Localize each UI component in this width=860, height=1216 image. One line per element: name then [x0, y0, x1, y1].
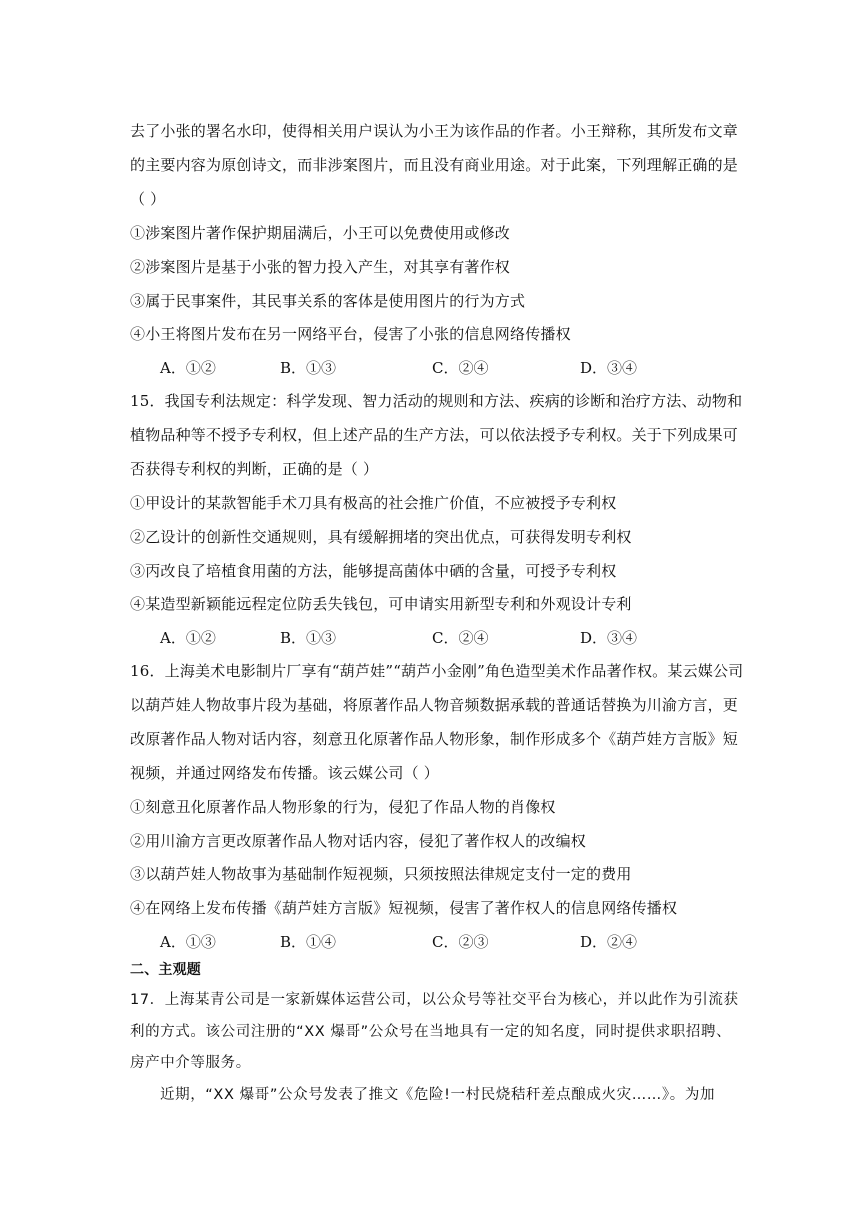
q14-option-c: C．②④	[432, 359, 489, 377]
q15-statement-3: ③丙改良了培植食用菌的方法，能够提高菌体中硒的含量，可授予专利权	[130, 562, 617, 580]
section-heading-subjective: 二、主观题	[130, 962, 201, 978]
q15-stem-line-1: 15．我国专利法规定：科学发现、智力活动的规则和方法、疾病的诊断和治疗方法、动物和	[130, 392, 743, 410]
q14-statement-4: ④小王将图片发布在另一网络平台，侵害了小张的信息网络传播权	[130, 325, 571, 343]
q16-stem-line-3: 改原著作品人物对话内容，刻意丑化原著作品人物形象，制作形成多个《葫芦娃方言版》短	[130, 730, 739, 748]
q17-line-1: 17．上海某青公司是一家新媒体运营公司，以公众号等社交平台为核心，并以此作为引流获	[130, 992, 739, 1008]
q15-option-c: C．②④	[432, 629, 489, 647]
q15-statement-4: ④某造型新颖能远程定位防丢失钱包，可申请实用新型专利和外观设计专利	[130, 595, 632, 613]
q17-line-3: 房产中介等服务。	[130, 1055, 251, 1071]
q16-option-a: A．①③	[160, 933, 216, 951]
q14-stem-line-3: （ ）	[130, 190, 166, 208]
q14-options	[160, 358, 720, 378]
q16-stem-line-1: 16．上海美术电影制片厂享有“葫芦娃”“葫芦小金刚”角色造型美术作品著作权。某云媒公司	[130, 662, 744, 680]
q16-statement-4: ④在网络上发布传播《葫芦娃方言版》短视频，侵害了著作权人的信息网络传播权	[130, 899, 678, 917]
q16-option-c: C．②③	[432, 933, 489, 951]
q16-stem-line-4: 视频，并通过网络发布传播。该云媒公司（ ）	[130, 764, 439, 782]
q15-option-a: A．①②	[160, 629, 216, 647]
q16-options	[160, 932, 720, 952]
q15-stem-line-2: 植物品种等不授予专利权，但上述产品的生产方法，可以依法授予专利权。关于下列成果可	[130, 426, 739, 444]
q16-option-b: B．①④	[280, 933, 337, 951]
q14-option-b: B．①③	[280, 359, 337, 377]
q15-options	[160, 628, 720, 648]
q15-stem-line-3: 否获得专利权的判断，正确的是（ ）	[130, 460, 379, 478]
q15-option-b: B．①③	[280, 629, 337, 647]
q16-statement-3: ③以葫芦娃人物故事为基础制作短视频，只须按照法律规定支付一定的费用	[130, 865, 632, 883]
q16-statement-1: ①刻意丑化原著作品人物形象的行为，侵犯了作品人物的肖像权	[130, 798, 556, 816]
q14-option-a: A．①②	[160, 359, 216, 377]
q14-statement-3: ③属于民事案件，其民事关系的客体是使用图片的行为方式	[130, 292, 526, 310]
q17-line-2: 利的方式。该公司注册的“XX 爆哥”公众号在当地具有一定的知名度，同时提供求职招聘、	[130, 1024, 732, 1040]
q16-stem-line-2: 以葫芦娃人物故事片段为基础，将原著作品人物音频数据承载的普通话替换为川渝方言，更	[130, 696, 739, 714]
q14-statement-2: ②涉案图片是基于小张的智力投入产生，对其享有著作权	[130, 258, 511, 276]
q15-statement-1: ①甲设计的某款智能手术刀具有极高的社会推广价值，不应被授予专利权	[130, 494, 617, 512]
q15-statement-2: ②乙设计的创新性交通规则，具有缓解拥堵的突出优点，可获得发明专利权	[130, 528, 632, 546]
q15-option-d: D．③④	[580, 629, 638, 647]
q16-option-d: D．②④	[580, 933, 638, 951]
q17-paragraph-2-line-1: 近期，“XX 爆哥”公众号发表了推文《危险!一村民烧秸秆差点酿成火灾……》。为加	[160, 1087, 716, 1103]
q14-stem-line-2: 的主要内容为原创诗文，而非涉案图片，而且没有商业用途。对于此案，下列理解正确的是	[130, 156, 739, 174]
q14-statement-1: ①涉案图片著作保护期届满后，小王可以免费使用或修改	[130, 224, 511, 242]
q14-option-d: D．③④	[580, 359, 638, 377]
q16-statement-2: ②用川渝方言更改原著作品人物对话内容，侵犯了著作权人的改编权	[130, 832, 587, 850]
q14-stem-line-1: 去了小张的署名水印，使得相关用户误认为小王为该作品的作者。小王辩称，其所发布文章	[130, 122, 739, 140]
